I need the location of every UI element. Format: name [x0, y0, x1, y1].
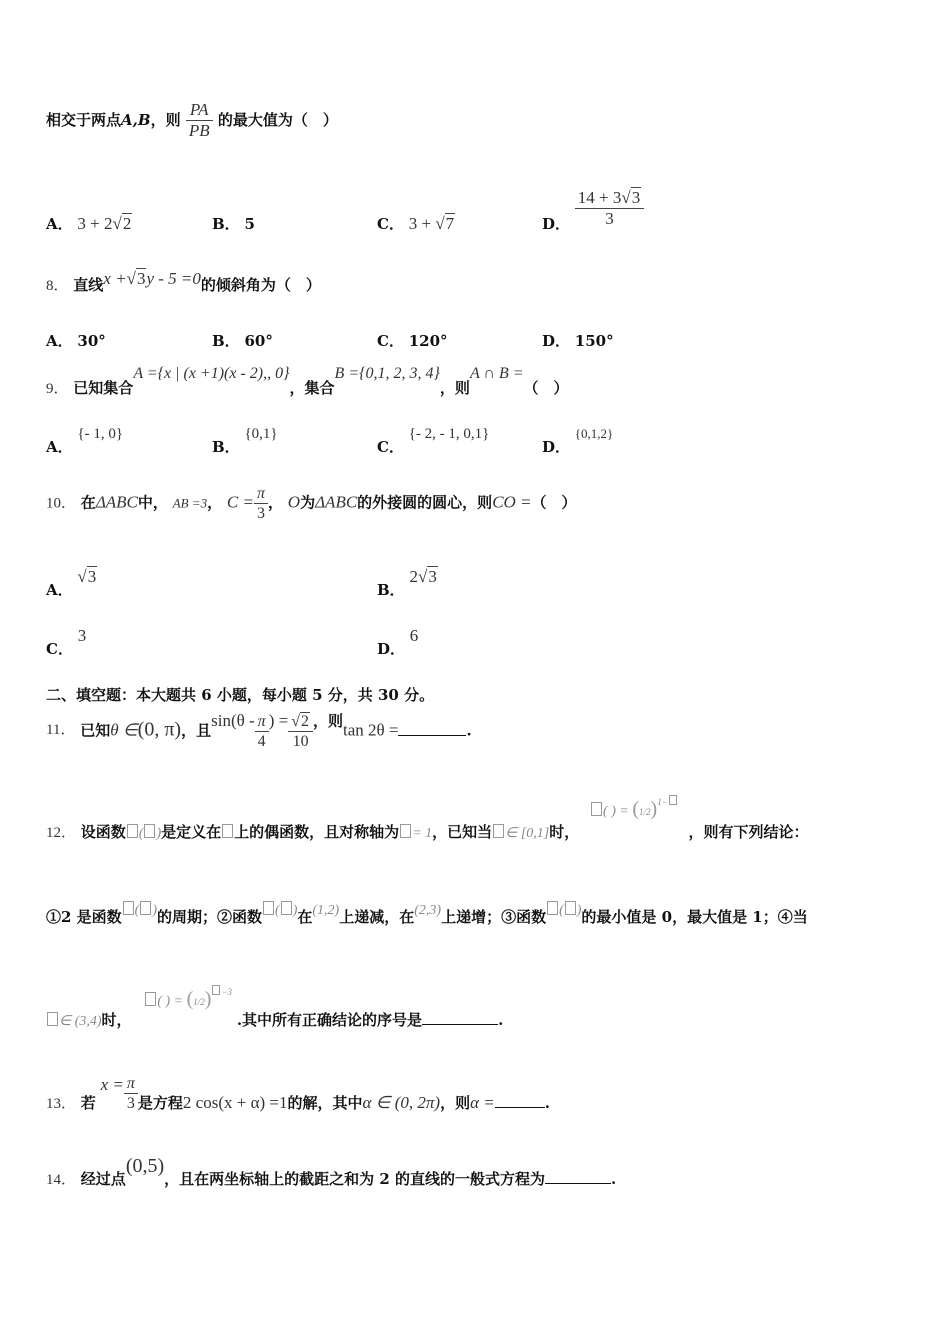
- q10-t2: 中，: [137, 493, 168, 512]
- q7-ratio-fraction: [186, 100, 213, 142]
- q13-end: .: [544, 1094, 550, 1112]
- q10-a-radicand: 3: [87, 567, 97, 586]
- q9-mid2: ，则: [439, 379, 470, 397]
- q10-t1: 在: [80, 493, 96, 512]
- q8-number: 8．: [46, 278, 69, 294]
- q10-o: O: [287, 492, 301, 512]
- q10-t4: ，: [267, 493, 283, 512]
- q11-frac-2: $\frac{√2}{10}$: [288, 712, 313, 751]
- q12-l3-2: .其中所有正确结论的序号是: [236, 1011, 423, 1029]
- q12-l2-2: 的周期；②函数: [157, 908, 263, 926]
- q12-def-2: ( ) = (1/2) $^{-3}$: [144, 985, 232, 1011]
- q7-a-radicand: 2: [122, 214, 132, 233]
- q8-a-value: 30°: [77, 332, 106, 350]
- option-label: A．: [46, 332, 73, 350]
- q7-c-expr: 3 +: [408, 214, 432, 233]
- q8-option-b[interactable]: [212, 330, 273, 351]
- q10-option-c[interactable]: [46, 625, 87, 658]
- q10-stem: [46, 484, 577, 523]
- q12-l2-6: 的最小值是 0，最大值是 1；④当: [581, 908, 808, 926]
- q11-answer-blank[interactable]: [398, 723, 466, 736]
- q12-fx-3: ( ): [262, 901, 297, 919]
- q14-point: (0,5): [125, 1155, 165, 1177]
- q13-answer-blank[interactable]: [495, 1095, 545, 1108]
- option-label: A．: [46, 215, 73, 233]
- q12-fx-open: ( ): [138, 826, 162, 841]
- q12-t6: ，则有下列结论：: [688, 823, 809, 841]
- q7-d-num: 14 + 3: [577, 188, 622, 207]
- q13-stem: [46, 1074, 550, 1113]
- q10-c-den: 3: [256, 505, 265, 523]
- q12-def-1: ( ) = $(1/2)^{1-}$: [590, 795, 678, 821]
- q7-mid: ，则: [150, 110, 181, 129]
- q12-answer-blank[interactable]: [422, 1012, 498, 1025]
- missing-glyph-icon: [493, 824, 504, 838]
- q11-t3: ，则: [312, 711, 343, 730]
- q7-suffix: 的最大值为（ ）: [217, 110, 338, 129]
- q7-b-value: 5: [244, 215, 255, 233]
- q13-equation: 2 cos(x + α) =1: [182, 1093, 288, 1112]
- q7-option-d[interactable]: [542, 188, 644, 233]
- q10-t6: 的外接圆的圆心，则: [357, 493, 493, 512]
- missing-glyph-icon: [669, 795, 677, 805]
- q12-range: ∈ [0,1]: [505, 826, 550, 841]
- missing-glyph-icon: [145, 992, 156, 1006]
- missing-glyph-icon: [400, 824, 411, 838]
- q11-end: .: [466, 721, 472, 740]
- q10-option-b[interactable]: B． 2√3: [377, 567, 437, 599]
- option-label: B．: [212, 215, 240, 233]
- missing-glyph-icon: [140, 901, 151, 915]
- option-label: C．: [377, 438, 404, 456]
- q10-option-a[interactable]: A． √3: [46, 567, 97, 599]
- q14-end: .: [611, 1170, 617, 1188]
- q12-fx-2: ( ): [122, 901, 157, 919]
- option-label: B．: [212, 332, 240, 350]
- q11-sin-post: ) =: [268, 710, 289, 730]
- q11-f2-den: 10: [292, 733, 309, 751]
- q9-stem: [46, 362, 569, 397]
- q7-d-fraction: $\frac{14 + 3√3}{3}$: [575, 188, 644, 230]
- q7-points: A,B: [121, 110, 151, 129]
- q9-a-value: {- 1, 0}: [77, 426, 124, 442]
- q7-d-den: 3: [605, 209, 614, 229]
- q8-d-value: 150°: [574, 332, 614, 350]
- q10-b-coef: 2: [409, 567, 418, 586]
- q9-option-a[interactable]: [46, 422, 124, 456]
- q10-c-value: 3: [77, 626, 87, 645]
- q7-option-c[interactable]: C． 3 + √7: [377, 214, 455, 233]
- q12-fx-4: ( ): [546, 901, 581, 919]
- q7-option-a[interactable]: A． 3 + 2√2: [46, 214, 132, 233]
- q12-l2-5: 上递增；③函数: [441, 908, 547, 926]
- missing-glyph-icon: [547, 901, 558, 915]
- q9-b-value: {0,1}: [244, 426, 278, 442]
- option-label: D．: [377, 640, 406, 658]
- q8-text-post: 的倾斜角为（ ）: [200, 276, 321, 294]
- q8-stem: 8． 直线x +√3y - 5 =0的倾斜角为（ ）: [46, 269, 321, 294]
- q8-radicand: 3: [136, 269, 146, 288]
- q14-number: 14．: [46, 1172, 77, 1188]
- missing-glyph-icon: [212, 985, 220, 995]
- q10-ab: AB =3: [172, 495, 208, 511]
- q12-interval-2: (2,3): [414, 903, 442, 918]
- missing-glyph-icon: [123, 901, 134, 915]
- q9-text-pre: 已知集合: [73, 379, 134, 397]
- q8-b-value: 60°: [244, 332, 273, 350]
- q9-option-b[interactable]: [212, 422, 278, 456]
- q13-t1: 若: [80, 1094, 96, 1112]
- q13-f-num: π: [124, 1074, 138, 1094]
- q13-t4: ，则: [440, 1094, 471, 1112]
- q11-frac-1: [255, 712, 269, 751]
- q7-stem: [46, 100, 338, 142]
- q9-set-b: B ={0,1, 2, 3, 4}: [334, 365, 440, 382]
- q10-triangle-2: ΔABC: [315, 492, 358, 512]
- q10-number: 10．: [46, 495, 77, 512]
- option-label: A．: [46, 438, 73, 456]
- q12-t5: 时，: [549, 823, 580, 841]
- q11-interval: (0, π): [137, 718, 182, 741]
- q9-d-value: {0,1,2}: [574, 426, 614, 441]
- q9-set-a: A ={x | (x +1)(x - 2),, 0}: [133, 365, 290, 382]
- q7-prefix: 相交于两点: [46, 110, 122, 129]
- q7-frac-den: PB: [188, 121, 210, 141]
- q8-c-value: 120°: [408, 332, 448, 350]
- q11-stem: [46, 712, 472, 751]
- missing-glyph-icon: [263, 901, 274, 915]
- q12-end: .: [498, 1011, 504, 1029]
- q11-f1-num: π: [255, 712, 269, 732]
- q12-l2-3: 在: [297, 908, 313, 926]
- q13-x-lhs: x =: [100, 1075, 124, 1094]
- q12-line-2: [46, 898, 808, 926]
- q14-answer-blank[interactable]: [545, 1171, 611, 1184]
- q7-a-expr: 3 + 2: [77, 214, 113, 233]
- q11-t1: 已知: [80, 721, 111, 740]
- q11-f2-radicand: 2: [300, 713, 309, 730]
- option-label: C．: [377, 215, 404, 233]
- q12-l2-4: 上递减，在: [339, 908, 415, 926]
- q13-alpha-range: α ∈ (0, 2π): [362, 1093, 441, 1112]
- q12-line-1: [46, 795, 809, 841]
- q10-t5: 为: [300, 493, 316, 512]
- q8-option-c[interactable]: [377, 330, 448, 351]
- q12-t1: 设函数: [80, 823, 126, 841]
- q12-t3: 上的偶函数，且对称轴为: [234, 823, 400, 841]
- q9-number: 9．: [46, 381, 69, 397]
- q11-t2: ，且: [181, 721, 212, 740]
- q7-d-radicand: 3: [631, 188, 641, 207]
- option-label: C．: [46, 640, 73, 658]
- q10-co: CO =: [492, 492, 532, 512]
- q13-number: 13．: [46, 1096, 77, 1112]
- missing-glyph-icon: [127, 824, 138, 838]
- q14-stem: [46, 1155, 617, 1188]
- option-label: C．: [377, 332, 404, 350]
- missing-glyph-icon: [591, 802, 602, 816]
- q13-f-den: 3: [126, 1095, 135, 1113]
- option-label: D．: [542, 332, 571, 350]
- q8-option-a[interactable]: [46, 330, 106, 351]
- q12-l2-1: ①2 是函数: [46, 908, 122, 926]
- q7-option-b[interactable]: [212, 213, 255, 234]
- option-label: B．: [212, 438, 240, 456]
- q12-line-3: [46, 985, 504, 1029]
- missing-glyph-icon: [144, 824, 155, 838]
- q8-option-d[interactable]: [542, 330, 614, 351]
- q14-t1: 经过点: [80, 1170, 126, 1188]
- q12-t4: ，已知当: [432, 823, 493, 841]
- q12-l3-1: 时，: [101, 1011, 132, 1029]
- option-label: D．: [542, 438, 571, 456]
- q9-c-value: {- 2, - 1, 0,1}: [408, 426, 490, 442]
- q10-c-fraction: [254, 484, 268, 523]
- q13-t3: 的解，其中: [287, 1094, 363, 1112]
- option-label: A．: [46, 581, 73, 599]
- q8-text-pre: 直线: [73, 276, 104, 294]
- option-label: B．: [377, 581, 405, 599]
- q7-frac-num: PA: [186, 100, 213, 121]
- q10-t7: （ ）: [531, 493, 577, 512]
- q11-tan: tan 2θ =: [342, 720, 399, 740]
- q12-t2: 是定义在: [161, 823, 222, 841]
- q10-t3: ，: [207, 493, 223, 512]
- q10-b-radicand: 3: [428, 567, 437, 586]
- q11-sin-pre: sin(θ -: [211, 710, 255, 730]
- q10-c-lhs: C =: [226, 492, 254, 512]
- option-label: D．: [542, 215, 571, 233]
- q8-expr-b: y - 5 =0: [146, 269, 201, 288]
- q10-c-num: π: [254, 484, 268, 504]
- q11-number: 11．: [46, 721, 76, 738]
- q11-theta-in: θ ∈: [110, 720, 138, 740]
- q7-c-radicand: 7: [445, 214, 455, 233]
- missing-glyph-icon: [565, 901, 576, 915]
- q13-fraction: [124, 1074, 138, 1113]
- q12-axis: = 1: [412, 826, 433, 841]
- q13-alpha: α =: [470, 1093, 495, 1112]
- missing-glyph-icon: [47, 1012, 58, 1026]
- q9-tail: （ ）: [523, 379, 569, 397]
- q12-range-2: ∈ (3,4): [59, 1014, 102, 1029]
- missing-glyph-icon: [281, 901, 292, 915]
- q14-t2: ，且在两坐标轴上的截距之和为 2 的直线的一般式方程为: [164, 1170, 546, 1188]
- q9-mid: ，集合: [289, 379, 335, 397]
- section-heading-fill-in: 二、填空题：本大题共 6 小题，每小题 5 分，共 30 分。: [46, 686, 435, 704]
- q9-intersection: A ∩ B =: [469, 365, 524, 382]
- q9-option-d[interactable]: [542, 422, 614, 456]
- q8-expr-a: x +: [103, 269, 127, 288]
- q10-triangle: ΔABC: [95, 492, 138, 512]
- q12-interval-1: (1,2): [312, 903, 340, 918]
- q10-d-value: 6: [409, 626, 419, 645]
- missing-glyph-icon: [222, 824, 233, 838]
- q12-number: 12．: [46, 825, 77, 841]
- q10-option-d[interactable]: [377, 625, 419, 658]
- q13-t2: 是方程: [137, 1094, 183, 1112]
- q11-f1-den: 4: [257, 733, 266, 751]
- q9-option-c[interactable]: [377, 422, 490, 456]
